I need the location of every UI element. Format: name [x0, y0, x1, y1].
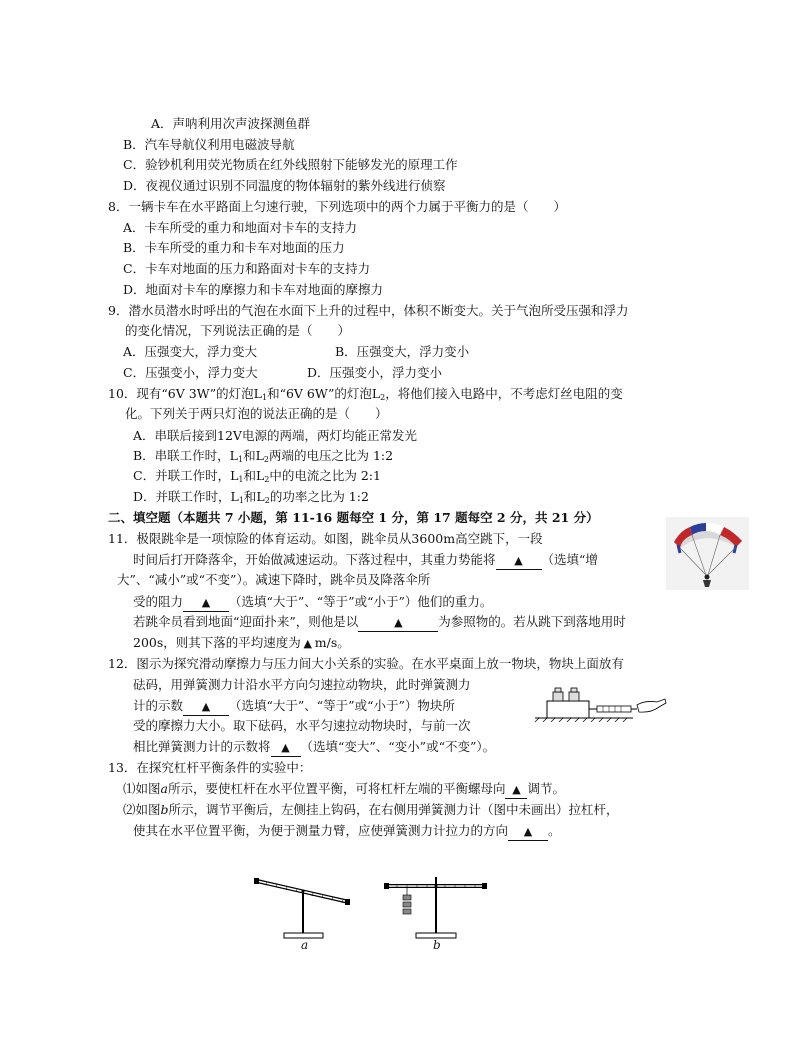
q9-stem-line1: 9．潜水员潜水时呼出的气泡在水面下上升的过程中，体积不断变大。关于气泡所受压强和浮力 [108, 303, 629, 318]
q12-line5: 相比弹簧测力计的示数将 ▲ （选填“变大”、“变小”或“不变”）。 [133, 739, 495, 757]
answer-blank[interactable]: ▲ [183, 698, 229, 716]
friction-experiment-figure [533, 685, 668, 723]
section-2-heading: 二、填空题（本题共 7 小题，第 11-16 题每空 1 分，第 17 题每空 2 分，共 21 分） [108, 510, 599, 525]
q12-line3: 计的示数 ▲ （选填“大于”、“等于”或“小于”）物块所 [133, 698, 455, 716]
q11-line4: 受的阻力 ▲ （选填“大于”、“等于”或“小于”）他们的重力。 [133, 594, 492, 612]
figure-a-caption: a [301, 938, 309, 952]
q13-part2-line2: 使其在水平位置平衡，为便于测量力臂，应使弹簧测力计拉力的方向 ▲ 。 [133, 823, 561, 841]
lever-figure-a [253, 873, 353, 943]
q8-option-d: D．地面对卡车的摩擦力和卡车对地面的摩擦力 [123, 282, 384, 297]
q8-stem: 8．一辆卡车在水平路面上匀速行驶，下列选项中的两个力属于平衡力的是（ ） [108, 199, 566, 214]
q13-part1: ⑴如图a所示，要使杠杆在水平位置平衡，可将杠杆左端的平衡螺母向 ▲ 调节。 [123, 781, 565, 799]
q11-line1: 11．极限跳伞是一项惊险的体育运动。如图，跳伞员从3600m高空跳下，一段 [108, 531, 543, 546]
q11-line6: 200s，则其下落的平均速度为 ▲ m/s。 [133, 635, 350, 650]
q13-stem: 13．在探究杠杆平衡条件的实验中： [108, 760, 312, 775]
q10-option-b: B．串联工作时，$L_1$和$L_2$两端的电压之比为 1:2 [133, 448, 394, 464]
figure-b-caption: b [433, 938, 441, 952]
q9-option-a: A．压强变大，浮力变大 [123, 344, 258, 359]
q8-option-a: A．卡车所受的重力和地面对卡车的支持力 [123, 220, 358, 235]
q9-option-d: D．压强变小，浮力变小 [307, 365, 443, 380]
q9-option-c: C．压强变小，浮力变大 [123, 365, 258, 380]
q9-stem-line2: 的变化情况，下列说法正确的是（ ） [125, 323, 351, 338]
q9-option-b: B．压强变大，浮力变小 [335, 344, 470, 359]
q12-line4: 受的摩擦力大小。取下砝码，水平匀速拉动物块时，与前一次 [133, 718, 471, 733]
answer-blank[interactable]: ▲ [271, 739, 301, 757]
answer-blank[interactable]: ▲ [183, 594, 229, 612]
q10-stem-line2: 化。下列关于两只灯泡的说法正确的是（ ） [125, 406, 388, 421]
answer-blank[interactable]: ▲ [496, 552, 542, 570]
q10-option-a: A．串联后接到12V电源的两端，两灯均能正常发光 [133, 428, 417, 443]
q11-line5: 若跳伞员看到地面“迎面扑来”，则他是以 ▲ 为参照物的。若从跳下到落地用时 [133, 614, 626, 632]
q11-line3: 大”、“减小”或“不变”）。减速下降时，跳伞员及降落伞所 [117, 572, 431, 587]
q13-part2-line1: ⑵如图b所示，调节平衡后，左侧挂上钩码，在右侧用弹簧测力计（图中未画出）拉杠杆， [123, 802, 619, 817]
answer-blank[interactable]: ▲ [358, 614, 438, 632]
q10-option-c: C．并联工作时，$L_1$和$L_2$中的电流之比为 2:1 [133, 468, 381, 484]
parachute-figure [666, 517, 749, 590]
answer-blank[interactable]: ▲ [505, 781, 527, 799]
q8-option-b: B．卡车所受的重力和卡车对地面的压力 [123, 240, 345, 255]
q12-line1: 12．图示为探究滑动摩擦力与压力间大小关系的实验。在水平桌面上放一物块，物块上面放有 [108, 656, 624, 671]
q12-line2: 砝码，用弹簧测力计沿水平方向匀速拉动物块，此时弹簧测力 [133, 677, 471, 692]
q10-stem-line1: 10．现有“6V 3W”的灯泡$L_1$和“6V 6W”的灯泡$L_2$，将他们接入电路中，不考虑灯丝电阻的变 [108, 386, 623, 402]
q7-option-a: A．声呐利用次声波探测鱼群 [151, 116, 311, 131]
q7-option-d: D．夜视仪通过识别不同温度的物体辐射的紫外线进行侦察 [123, 178, 446, 193]
q10-option-d: D．并联工作时，$L_1$和$L_2$的功率之比为 1:2 [133, 489, 369, 505]
answer-blank[interactable]: ▲ [508, 823, 548, 841]
q7-option-b: B．汽车导航仪利用电磁波导航 [123, 137, 295, 152]
lever-figure-b [383, 873, 488, 943]
q8-option-c: C．卡车对地面的压力和路面对卡车的支持力 [123, 261, 371, 276]
q7-option-c: C．验钞机利用荧光物质在红外线照射下能够发光的原理工作 [123, 157, 458, 172]
q11-line2: 时间后打开降落伞，开始做减速运动。下落过程中，其重力势能将 ▲ （选填“增 [133, 552, 598, 570]
answer-blank[interactable]: ▲ [303, 637, 313, 650]
